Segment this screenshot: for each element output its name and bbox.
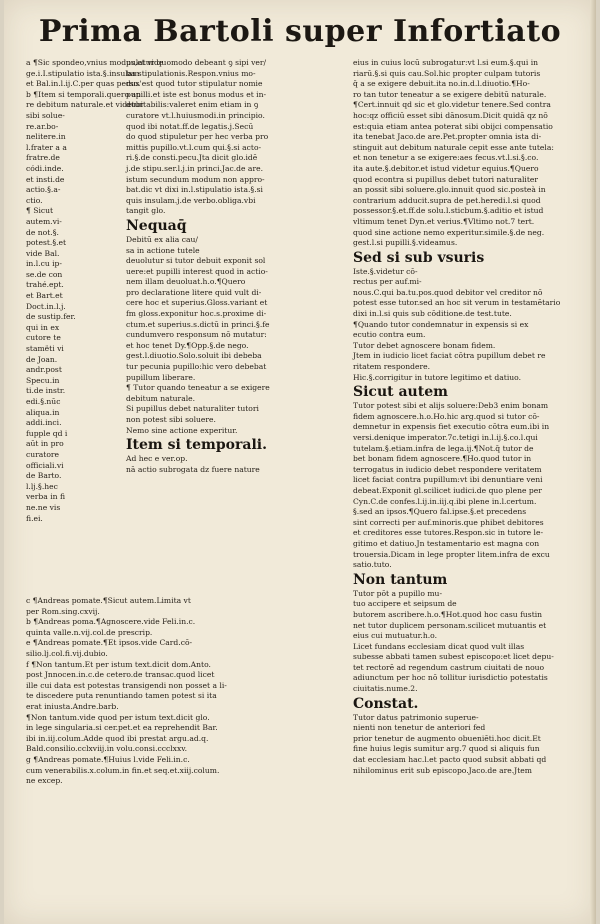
section-heading: Non tantum (353, 571, 448, 588)
text-line: in.l.cu ip- (26, 259, 62, 269)
text-line: Tutor pōt a pupillo mu- (353, 588, 443, 598)
text-line: Tutor potest sibi et alijs soluere:Deb3 enim bonam (353, 401, 549, 411)
text-line: cum venerabilis.x.colum.in fin.et seq.et.xiij.colum. (26, 765, 220, 775)
text-line: Hic.§.corrigitur in tutore legitimo et datiuo. (353, 372, 522, 382)
text-line: fm gloss.exponitur hoc.s.proxime di- (126, 309, 267, 319)
text-line: adiunctum per hoc nō tollitur iurisdictio potestatis (353, 673, 548, 683)
text-line: ita aute.§.debitor.et istud videtur equius.¶Quero (353, 163, 539, 173)
text-line: officiali.vi (26, 460, 64, 470)
text-line: fupple qd i (26, 428, 68, 438)
text-line: ti.de instr. (26, 386, 66, 396)
text-line: a ¶Sic spondeo,vnius modus,et vide (26, 58, 164, 67)
text-line: ibi in.iij.colum.Adde quod ibi prestat argu.ad.q. (26, 733, 209, 743)
section-heading: Sicut autem (353, 384, 448, 401)
text-line: pro declaratione litere quid vult di- (126, 287, 262, 297)
text-line: deuolutur si tutor debuit exponit sol (126, 256, 266, 266)
text-line: potest esse tutor.sed an hoc sit verum in testamētario (353, 298, 561, 308)
text-line: Doct.in.l.j. (26, 301, 66, 311)
section-heading: Sed si sub vsuris (353, 249, 485, 266)
text-line: curatore (26, 449, 60, 459)
text-line: possessor.§.et.ff.de solu.l.sticbum.§.aditio et istud (353, 206, 544, 216)
text-line: vide Bal. (26, 248, 60, 258)
text-line: c ¶Andreas pomate.¶Sicut autem.Limita vt (26, 596, 191, 605)
page-edge (590, 0, 596, 924)
text-line: eius in cuius locū subrogatur:vt l.si eum.§.qui in (353, 58, 539, 67)
text-line: dus'est quod tutor stipulatur nomie (126, 79, 263, 89)
text-line: ¶ Sicut (26, 206, 54, 216)
text-line: nous.C.qui ba.tu.pos.quod debitor vel creditor nō (353, 287, 543, 297)
text-line: bet bonam fidem agnoscere.¶Ho.quod tutor in (353, 454, 532, 464)
text-line: Nemo sine actione experitur. (126, 425, 238, 435)
text-line: ne.ne vis (26, 502, 61, 512)
text-line: ge.i.I.stipulatio ista.§.insulam (26, 68, 140, 78)
text-line: vltimum tenet Dyn.et verius.¶Vltimo not.7 tert. (353, 216, 535, 226)
text-line: nihilominus erit sub episcopo.Jaco.de are.Jtem (353, 765, 532, 775)
text-line: sa in actione tutele (126, 245, 200, 255)
text-line: ciuitatis.nume.2. (353, 684, 418, 694)
text-line: ritatem respondere. (353, 362, 431, 372)
text-line: rectus per auf.mi- (353, 277, 422, 287)
text-line: stinguit aut debitum naturale cepit esse ante tutela: (353, 142, 554, 152)
text-line: re debitum naturale.et videtur (26, 100, 144, 110)
text-line: cere hoc et superius.Gloss.variant et (126, 298, 268, 308)
text-line: satio.tuto. (353, 560, 392, 570)
text-line: est:quia etiam antea poterat sibi obijci compensatio (353, 121, 553, 131)
text-line: et Bal.in.l.ij.C.per quas perso. (26, 79, 141, 89)
page (4, 0, 596, 924)
section-heading: Nequaq̄ (126, 217, 187, 234)
text-line: q̄ a se exigere debuit.ita no.in.d.l.diuotio.¶Ho- (353, 79, 530, 89)
text-line: códi.inde. (26, 163, 64, 173)
text-line: andr.post (26, 365, 62, 375)
text-line: actio.§.a- (26, 185, 61, 195)
text-line: quinta valle.n.vij.col.de prescrip. (26, 627, 153, 637)
text-line: quod sine actione nemo experitur.simile.§.de neg. (353, 227, 545, 237)
text-line: erat iniusta.Andre.barb. (26, 701, 119, 711)
text-line: terrogatus in iudicio debet respondere veritatem (353, 464, 542, 474)
text-line: tur pecunia pupillo:hic vero debebat (126, 362, 267, 372)
text-line: ¶Non tantum.vide quod per istum text.dicit glo. (26, 712, 210, 722)
text-line: pupilli.et iste est bonus modus et in- (126, 89, 267, 99)
text-line: hoc:qz officiū esset sibi dānosum.Dicit quidā qz nō (353, 110, 548, 120)
text-line: contrarium adducit.supra de pet.heredi.l.si quod (353, 195, 541, 205)
text-line: Cyn.C.de confes.l.ij.in.iij.q.ibi plene in.l.certum. (353, 496, 537, 506)
text-line: Tutor debet agnoscere bonam fidem. (353, 340, 496, 350)
text-line: ille cui data est potestas transigendi non posset a li- (26, 680, 227, 690)
text-line: do quod stipuletur per hec verba pro (126, 132, 269, 142)
text-line: edi.§.nūc (26, 397, 61, 406)
text-line: e ¶Andreas pomate.¶Et ipsos.vide Card.cō- (26, 638, 193, 648)
text-line: aūt in pro (26, 439, 64, 449)
text-line: sint correcti per auf.minoris.que phibet debitores (353, 517, 544, 527)
text-line: dat ecclesiam hac.l.et pacto quod subsit abbati qd (353, 755, 547, 765)
text-line: ¶Quando tutor condemnatur in expensis si ex (353, 319, 529, 329)
text-line: de sustip.fer. (26, 312, 76, 322)
text-line: Bald.consilio.cclxviij.in volu.consi.ccclxxv. (26, 744, 188, 754)
text-line: ri.§.de consti.pecu.Jta dicit glo.idē (126, 153, 258, 163)
text-line: ctio. (26, 195, 43, 205)
text-line: et Bart.et (26, 291, 63, 301)
text-line: cundumvero responsum nō mutatur: (126, 330, 267, 340)
text-line: de not.§. (26, 227, 59, 237)
text-line: verba in fi (26, 492, 66, 502)
text-line: debitum naturale. (126, 393, 196, 403)
text-line: eius cui mutuatur.h.o. (353, 631, 437, 641)
text-line: nem illam deuoluat.h.o.¶Quero (126, 277, 246, 287)
text-line: Specu.in (26, 375, 60, 385)
page-title: Prima Bartoli super Infortiato (38, 14, 562, 49)
left-footnotes (26, 596, 351, 787)
text-line: qui in ex (26, 322, 60, 332)
text-line: gest.l.si pupilli.§.videamus. (353, 238, 458, 248)
text-line: mittis pupillo.vt.l.cum qui.§.si acto- (126, 142, 262, 152)
text-line: ne excep. (26, 776, 63, 786)
text-line: b ¶Andreas poma.¶Agnoscere.vide Feli.in.c. (26, 617, 196, 627)
text-line: istum secundum modum non appro- (126, 174, 265, 184)
text-line: te discedere puta renuntiando tamen potest si ita (26, 691, 217, 701)
text-line: prior tenetur de augmento obueniēti.hoc dicit.Et (353, 733, 541, 743)
text-line: riarū.§.si quis cau.Sol.hic propter culpam tutoris (353, 68, 541, 78)
text-line: uere:et pupilli interest quod in actio- (126, 266, 268, 276)
text-line: dixi in.l.si quis sub cōditione.de test.tute. (353, 309, 512, 319)
text-line: et hoc tenet Dy.¶Opp.§.de nego. (126, 340, 249, 350)
text-line: quis insulam.j.de verbo.obliga.vbi (126, 195, 256, 205)
text-line: nā actio subrogata dz fuere nature (126, 464, 260, 474)
text-line: Ad hec e ver.op. (126, 454, 188, 464)
text-line: ro tan tutor teneatur a se exigere debitū naturale. (353, 89, 547, 99)
text-line: butorem ascribere.h.o.¶Hot.quod hoc casu fustin (353, 609, 543, 619)
text-line: tuo accipere et seipsum de (353, 599, 457, 609)
text-line: se.de con (26, 269, 63, 279)
text-line: Jtem in iudicio licet faciat cōtra pupillum debet re (353, 351, 546, 361)
text-line: re.ar.bo- (26, 121, 59, 131)
text-line: ¶ Tutor quando teneatur a se exigere (126, 383, 270, 393)
text-line: debeat.Exponit gl.scilicet iudici.de quo plene per (353, 485, 542, 495)
text-line: net tutor duplicem personam.scilicet mutuantis et (353, 620, 547, 630)
text-line: tangit glo. (126, 206, 166, 216)
text-line: b ¶Item si temporali.quero an (26, 89, 141, 99)
text-line: j.de stipu.ser.l.j.in princi.Jac.de are. (126, 163, 264, 173)
text-line: trouersia.Dicam in lege propter litem.infra de excu (353, 549, 550, 559)
text-line: stamëti vi (26, 344, 64, 354)
text-line: trahé.ept. (26, 280, 64, 290)
text-line: autem.vi- (26, 216, 62, 226)
text-line: fi.ei. (26, 513, 43, 523)
text-line: l.lj.§.hec (26, 481, 58, 491)
text-line: tet rectorē ad regendum castrum ciuitati de nouo (353, 662, 545, 672)
text-line: addi.inci. (26, 418, 62, 428)
section-heading: Constat. (353, 695, 419, 712)
text-line: silio.lj.col.fi.vij.dubio. (26, 648, 108, 658)
text-line: ctum.et superius.s.dictū in princi.§.fe (126, 319, 270, 329)
text-line: de Barto. (26, 471, 62, 481)
text-line: in lege singularia.si cer.pet.et ea reprehendit Bar. (26, 723, 218, 733)
text-line: potest.§.et (26, 238, 67, 248)
text-line: licet faciat contra pupillum:vt ibi denuntiare veni (353, 475, 543, 485)
text-line: gitimo et datiuo.Jn testamentario est magna con (353, 538, 540, 548)
text-line: post Jnnocen.in.c.de cetero.de transac.quod licet (26, 670, 215, 680)
text-line: et insti.de (26, 174, 65, 184)
left-main-column (126, 58, 344, 475)
text-line: g ¶Andreas pomate.¶Huius l.vide Feli.in.c. (26, 754, 190, 764)
text-line: ¶Cert.innuit qd sic et glo.videtur tenere.Sed contra (353, 100, 551, 110)
text-line: Iste.§.videtur cō- (353, 266, 418, 276)
right-column (353, 58, 591, 776)
text-line: versi.denique imperator.7c.tetigi in.l.ij.§.co.l.qui (353, 433, 538, 442)
text-line: bat.dic vt dixi in.l.stipulatio ista.§.si (126, 185, 263, 195)
text-line: fratre.de (26, 153, 60, 163)
text-line: fine huius legis sumitur arg.7 quod si aliquis fun (353, 744, 540, 754)
text-line: Licet fundans ecclesiam dicat quod vult illas (353, 641, 525, 651)
text-line: per Rom.sing.cxvij. (26, 606, 100, 616)
text-line: Tutor datus patrimonio superue- (353, 712, 479, 722)
text-line: f ¶Non tantum.Et per istum text.dicit dom.Anto. (26, 659, 211, 669)
text-line: et creditores esse tutores.Respon.sic in tutore le- (353, 528, 544, 538)
text-line: §.sed an ipsos.¶Quero fal.ipse.§.et precedens (353, 507, 527, 517)
text-line: demnetur in expensis fiet executio cōtra eum.ibi in (353, 422, 550, 432)
text-line: gest.l.diuotio.Solo.soluit ibi debeba (126, 351, 262, 361)
text-line: Debitū ex alia cau/ (126, 234, 198, 244)
text-line: aliqua.in (26, 407, 60, 417)
text-line: nelitere.in (26, 132, 66, 142)
text-line: fidem agnoscere.h.o.Ho.hic arg.quod si tutor cō- (353, 411, 540, 421)
text-line: pulatur quomodo debeant ꝯ sipi ver/ (126, 58, 267, 67)
text-line: an possit sibi soluere.glo.innuit quod sic.posteà in (353, 185, 546, 195)
text-line: pupillum liberare. (126, 372, 196, 382)
text-line: dubitabilis:valeret enim etiam in ꝯ (126, 100, 259, 110)
text-line: cutore te (26, 333, 61, 343)
text-line: nienti non tenetur de anteriori fed (353, 723, 486, 733)
text-line: ita tenebat Jaco.de are.Pet.propter omnia ista di- (353, 132, 542, 142)
text-line: et non tenetur a se exigere:aes fecus.vt.l.si.§.co. (353, 153, 539, 163)
section-heading: Item si temporali. (126, 437, 267, 454)
text-line: tutelam.§.etiam.infra de lega.ij.¶Not.q̄ tutor de (353, 443, 534, 453)
text-line: de Joan. (26, 354, 58, 364)
text-line: subesse abbati tamen subest episcopo:et licet depu- (353, 652, 554, 662)
text-line: ecutio contra eum. (353, 330, 426, 340)
text-line: sibi solue- (26, 110, 65, 120)
text-line: l.frater a a (26, 142, 67, 152)
text-line: non potest sibi soluere. (126, 415, 216, 424)
text-line: quod econtra si pupillus debet tutori naturaliter (353, 174, 539, 184)
text-line: curatore vt.l.huiusmodi.in principio. (126, 110, 265, 120)
text-line: Si pupillus debet naturaliter tutori (126, 404, 259, 414)
text-line: quod ibi notat.ff.de legatis.j.Secū (126, 121, 254, 131)
text-line: ba stipulationis.Respon.vnius mo- (126, 68, 256, 78)
